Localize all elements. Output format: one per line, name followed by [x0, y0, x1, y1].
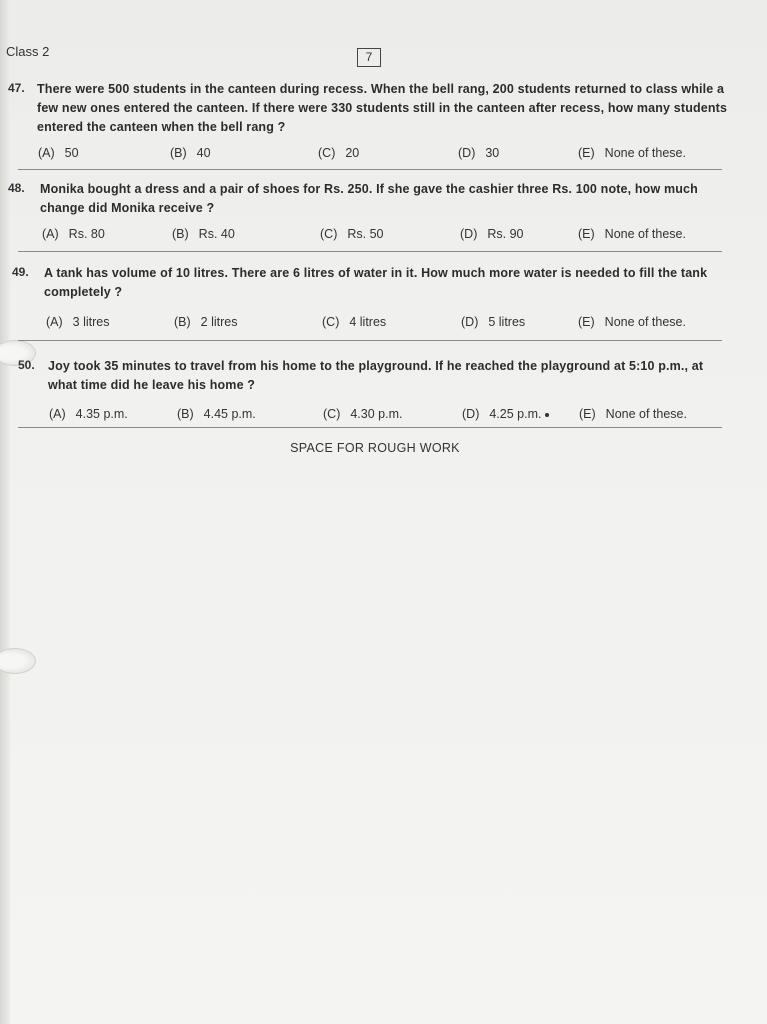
answer-options [8, 227, 730, 245]
pencil-mark-icon [545, 413, 549, 417]
option-c[interactable]: (C) Rs. 50 [320, 227, 384, 241]
answer-options [8, 146, 730, 164]
option-a[interactable]: (A) 50 [38, 146, 79, 160]
divider [18, 427, 722, 428]
divider [18, 169, 722, 170]
class-label: Class 2 [6, 44, 50, 59]
option-b[interactable]: (B) 2 litres [174, 315, 238, 329]
question-number: 49. [12, 265, 29, 279]
option-c[interactable]: (C) 4 litres [322, 315, 387, 329]
option-d[interactable]: (D) 4.25 p.m. [462, 407, 549, 421]
option-d[interactable]: (D) Rs. 90 [460, 227, 524, 241]
question-50 [8, 357, 730, 425]
option-e[interactable]: (E) None of these. [578, 146, 686, 160]
option-a[interactable]: (A) 4.35 p.m. [49, 407, 128, 421]
option-b[interactable]: (B) 4.45 p.m. [177, 407, 256, 421]
option-b[interactable]: (B) Rs. 40 [172, 227, 235, 241]
option-e[interactable]: (E) None of these. [578, 227, 686, 241]
option-e[interactable]: (E) None of these. [579, 407, 687, 421]
question-number: 47. [8, 81, 25, 95]
answer-options [8, 407, 730, 425]
page-number: 7 [357, 48, 381, 67]
question-49 [8, 264, 730, 333]
question-text: There were 500 students in the canteen during recess. When the bell rang, 200 students returned to class while a few new ones entered the canteen. If there were 330 students still in the canteen after recess, how many students entered the canteen when the bell rang ? [37, 82, 728, 134]
punch-hole-bottom [0, 648, 36, 674]
option-a[interactable]: (A) Rs. 80 [42, 227, 105, 241]
question-text: Joy took 35 minutes to travel from his home to the playground. If he reached the playground at 5:10 p.m., at what time did he leave his home ? [48, 359, 704, 392]
option-c[interactable]: (C) 4.30 p.m. [323, 407, 403, 421]
option-c[interactable]: (C) 20 [318, 146, 360, 160]
question-47 [8, 80, 730, 164]
question-text: Monika bought a dress and a pair of shoes for Rs. 250. If she gave the cashier three Rs. 100 note, how much change did Monika receive ? [40, 182, 698, 215]
question-number: 48. [8, 181, 25, 195]
question-number: 50. [18, 358, 35, 372]
option-e[interactable]: (E) None of these. [578, 315, 686, 329]
option-b[interactable]: (B) 40 [170, 146, 211, 160]
option-a[interactable]: (A) 3 litres [46, 315, 110, 329]
divider [18, 340, 722, 341]
answer-options [8, 315, 730, 333]
question-48 [8, 180, 730, 245]
question-text: A tank has volume of 10 litres. There are 6 litres of water in it. How much more water is needed to fill the tank completely ? [44, 266, 708, 299]
rough-work-heading: SPACE FOR ROUGH WORK [290, 441, 460, 455]
option-d[interactable]: (D) 30 [458, 146, 500, 160]
divider [18, 251, 722, 252]
option-d[interactable]: (D) 5 litres [461, 315, 526, 329]
